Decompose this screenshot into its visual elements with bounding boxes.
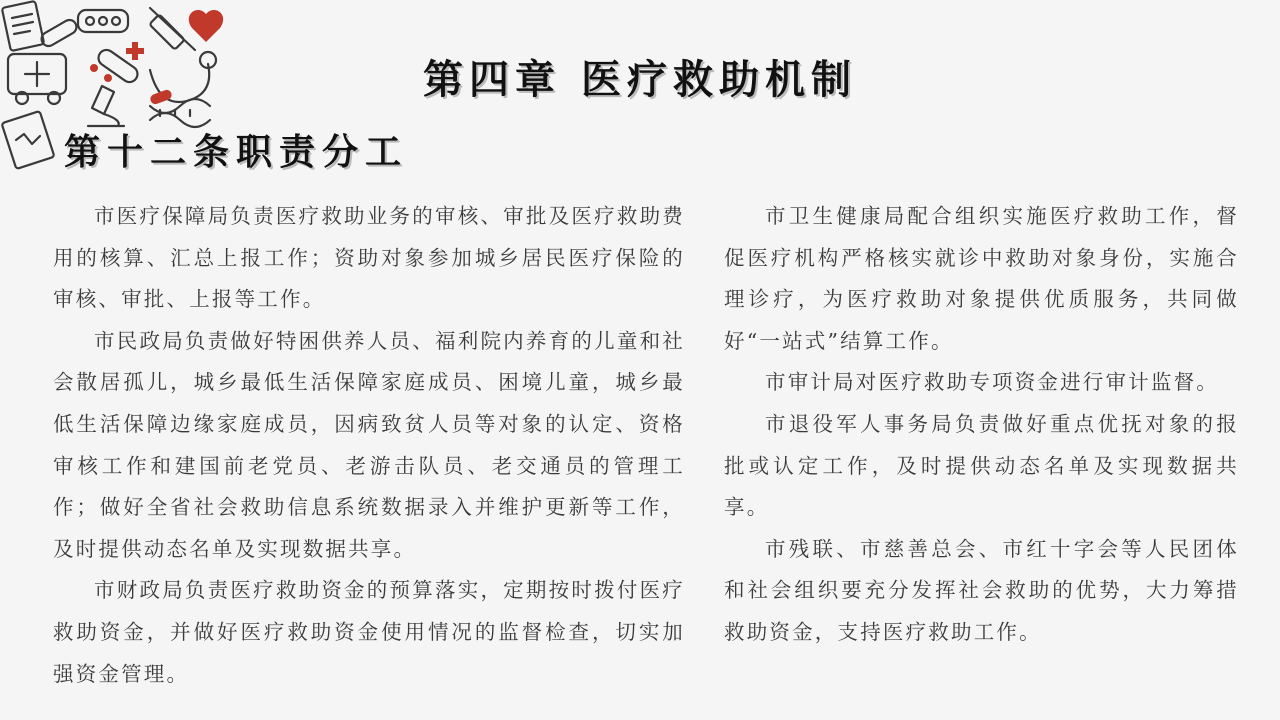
paragraph-audit-bureau: 市审计局对医疗救助专项资金进行审计监督。 bbox=[765, 370, 1219, 395]
paragraph-health-commission: 市卫生健康局配合组织实施医疗救助工作，督促医疗机构严格核实就诊中救助对象身份，实施合理诊疗，为医疗救助对象提供优质服务，共同做好“一站式”结算工作。 bbox=[724, 204, 1239, 353]
paragraph-veterans-affairs-bureau: 市退役军人事务局负责做好重点优抚对象的报批或认定工作，及时提供动态名单及实现数据共享。 bbox=[724, 411, 1239, 520]
paragraph-medical-security-bureau: 市医疗保障局负责医疗救助业务的审核、审批及医疗救助费用的核算、汇总上报工作；资助对象参加城乡居民医疗保险的审核、审批、上报等工作。 bbox=[53, 204, 685, 312]
paragraph-social-organizations: 市残联、市慈善总会、市红十字会等人民团体和社会组织要充分发挥社会救助的优势，大力筹措救助资金，支持医疗救助工作。 bbox=[724, 536, 1239, 644]
right-column bbox=[724, 196, 1239, 654]
chapter-title: 第四章 医疗救助机制 bbox=[423, 56, 857, 103]
left-column bbox=[53, 196, 685, 695]
article-title: 第十二条职责分工 bbox=[64, 131, 409, 173]
paragraph-finance-bureau: 市财政局负责医疗救助资金的预算落实，定期按时拨付医疗救助资金，并做好医疗救助资金使用情况的监督检查，切实加强资金管理。 bbox=[53, 578, 685, 686]
paragraph-civil-affairs-bureau: 市民政局负责做好特困供养人员、福利院内养育的儿童和社会散居孤儿，城乡最低生活保障家庭成员、困境儿童，城乡最低生活保障边缘家庭成员，因病致贫人员等对象的认定、资格审核工作和建国前老党员、老游击队员、老交通员的管理工作；做好全省社会救助信息系统数据录入并维护更新等工作，及时提供动态名单及实现数据共享。 bbox=[53, 328, 685, 561]
